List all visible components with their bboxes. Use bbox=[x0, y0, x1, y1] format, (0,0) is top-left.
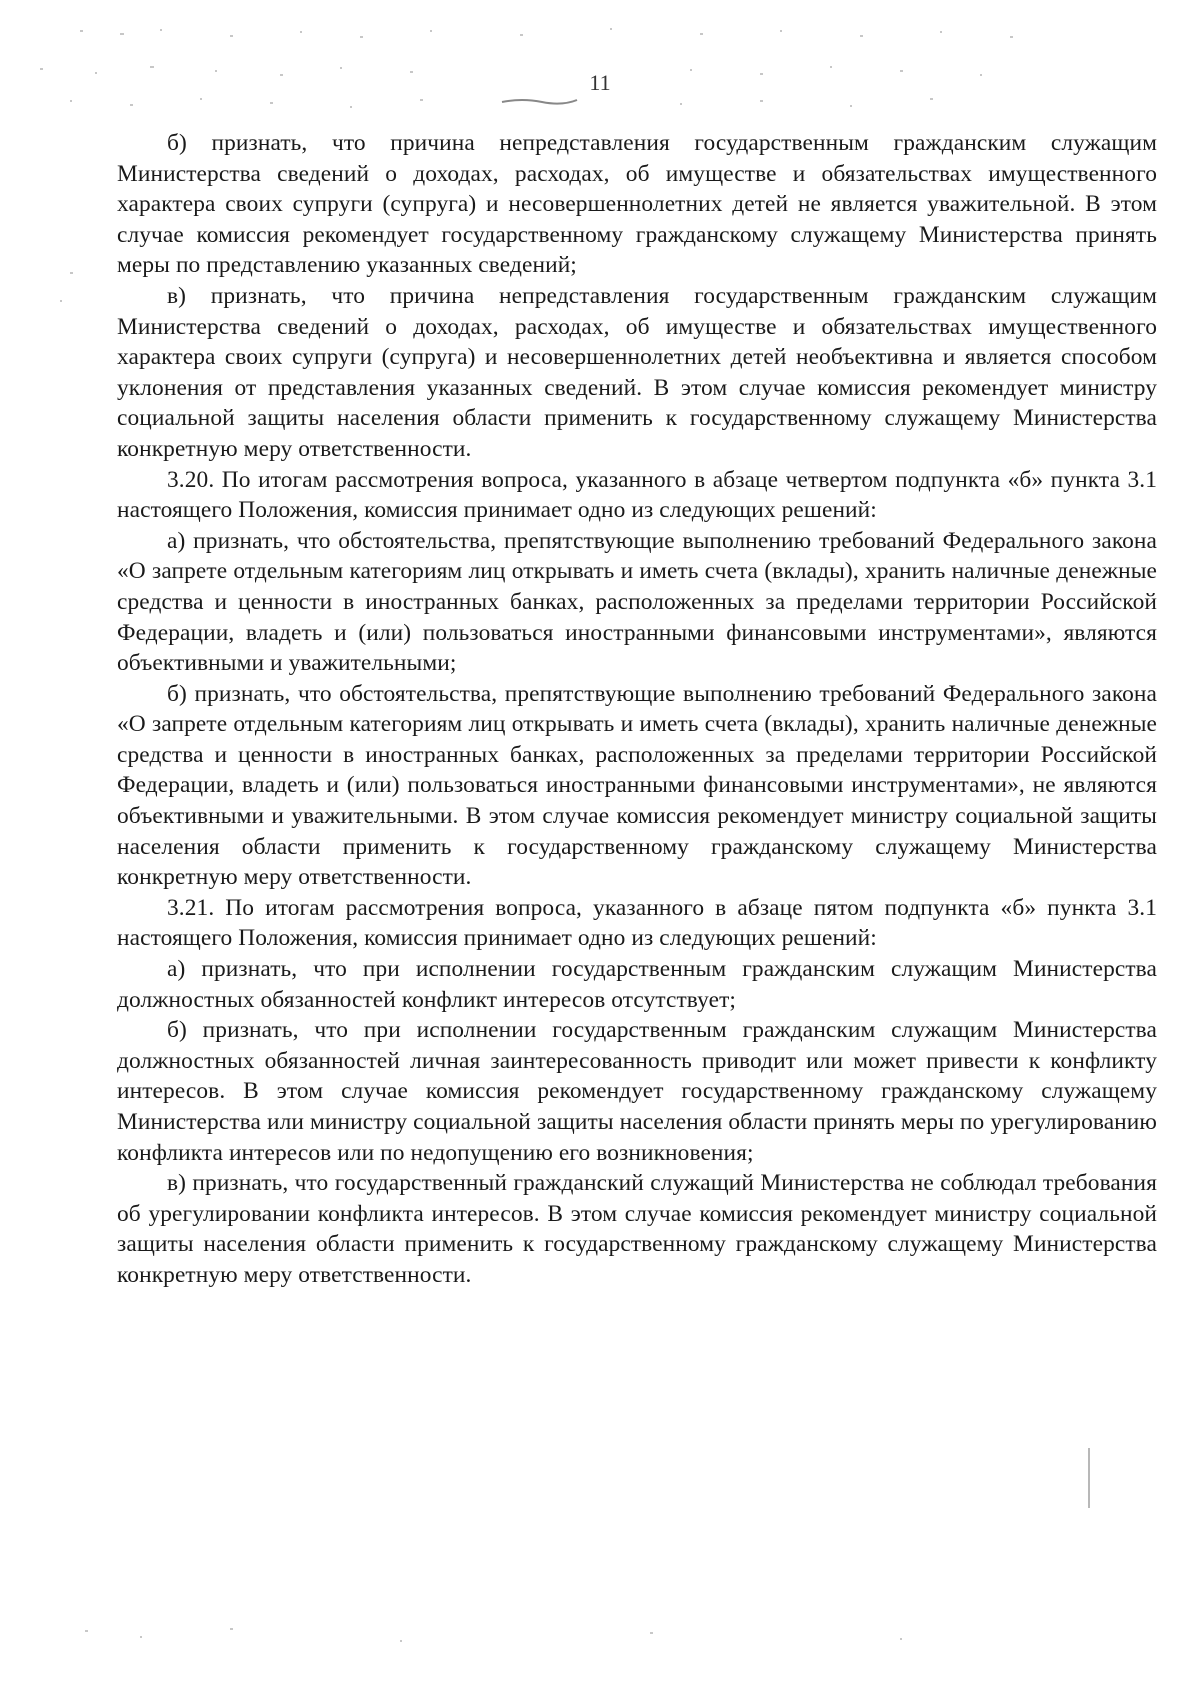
paragraph-3-19-b: б) признать, что причина непредставления государственным гражданским служащим Министерства сведений о доходах, расходах, об имуществе и обязательствах имущественного характера своих супруги (супруга) и несовершеннолетних детей не является уважительной. В этом случае комиссия рекомендует государственному гражданскому служащему Министерства принять меры по представлению указанных сведений; bbox=[117, 130, 1157, 279]
page-number: 11 bbox=[589, 70, 611, 95]
paragraph-3-21-b: б) признать, что при исполнении государственным гражданским служащим Министерства должностных обязанностей личная заинтересованность приводит или может привести к конфликту интересов. В этом случае комиссия рекомендует государственному гражданскому служащему Министерства или министру социальной защиты населения области принять меры по урегулированию конфликта интересов или по недопущению его возникновения; bbox=[117, 1017, 1157, 1166]
paragraph-3-21-a: а) признать, что при исполнении государственным гражданским служащим Министерства должностных обязанностей конфликт интересов отсутствует; bbox=[117, 956, 1157, 1013]
paragraph-3-20-a: а) признать, что обстоятельства, препятствующие выполнению требований Федерального закона «О запрете отдельным категориям лиц открывать и иметь счета (вклады), хранить наличные денежные средства и ценности в иностранных банках, расположенных за пределами территории Российской Федерации, владеть и (или) пользоваться иностранными финансовыми инструментами», являются объективными и уважительными; bbox=[117, 527, 1157, 677]
paragraph-3-21-v: в) признать, что государственный гражданский служащий Министерства не соблюдал требования об урегулировании конфликта интересов. В этом случае комиссия рекомендует министру социальной защиты населения области применить к государственному гражданскому служащему Министерства конкретную меру ответственности. bbox=[117, 1170, 1157, 1288]
paragraph-3-19-v: в) признать, что причина непредставления государственным гражданским служащим Министерства сведений о доходах, расходах, об имуществе и обязательствах имущественного характера своих супруги (супруга) и несовершеннолетних детей необъективна и является способом уклонения от представления указанных сведений. В этом случае комиссия рекомендует министру социальной защиты населения области применить к государственному служащему Министерства конкретную меру ответственности. bbox=[117, 282, 1157, 462]
document-body bbox=[117, 128, 1157, 1291]
paragraph-3-20-b: б) признать, что обстоятельства, препятствующие выполнению требований Федерального закона «О запрете отдельным категориям лиц открывать и иметь счета (вклады), хранить наличные денежные средства и ценности в иностранных банках, расположенных за пределами территории Российской Федерации, владеть и (или) пользоваться иностранными финансовыми инструментами», не являются объективными и уважительными. В этом случае комиссия рекомендует министру социальной защиты населения области применить к государственному гражданскому служащему Министерства конкретную меру ответственности. bbox=[117, 680, 1157, 891]
paragraph-3-20: 3.20. По итогам рассмотрения вопроса, указанного в абзаце четвертом подпункта «б» пункта 3.1 настоящего Положения, комиссия принимает одно из следующих решений: bbox=[117, 466, 1157, 524]
paragraph-3-21: 3.21. По итогам рассмотрения вопроса, указанного в абзаце пятом подпункта «б» пункта 3.1 настоящего Положения, комиссия принимает одно из следующих решений: bbox=[117, 894, 1157, 952]
